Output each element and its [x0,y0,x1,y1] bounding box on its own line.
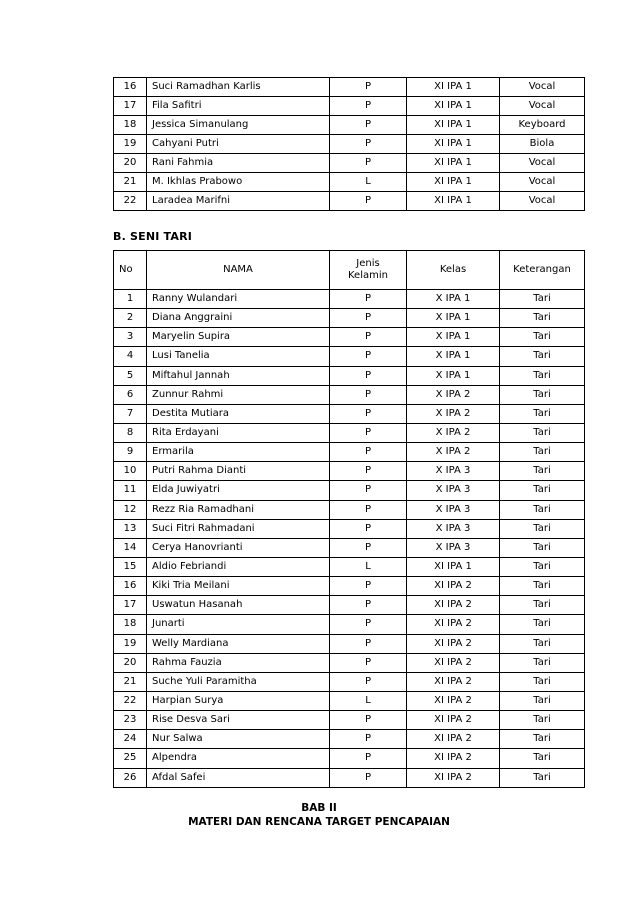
cell-ket: Tari [500,691,585,710]
cell-jk: P [330,423,407,442]
cell-kelas: XI IPA 2 [407,653,500,672]
table-row [114,691,585,710]
cell-ket: Tari [500,423,585,442]
cell-no: 9 [114,443,147,462]
cell-no: 13 [114,519,147,538]
cell-jk: P [330,500,407,519]
cell-nama: Welly Mardiana [147,634,330,653]
cell-no: 10 [114,462,147,481]
cell-kelas: X IPA 3 [407,462,500,481]
cell-ket: Tari [500,538,585,557]
cell-kelas: XI IPA 1 [407,78,500,97]
table-row [114,538,585,557]
section-b-title: B. SENI TARI [113,230,193,243]
cell-jk: P [330,443,407,462]
cell-kelas: X IPA 2 [407,385,500,404]
cell-no: 22 [114,691,147,710]
table-row [114,730,585,749]
dance-table-body [114,290,585,788]
cell-kelas: XI IPA 2 [407,672,500,691]
cell-ket: Tari [500,347,585,366]
cell-ket: Tari [500,290,585,309]
cell-ket: Tari [500,596,585,615]
dance-members-table [113,250,585,788]
cell-jk: P [330,481,407,500]
cell-nama: Uswatun Hasanah [147,596,330,615]
header-jk-line1: Jenis [356,258,380,269]
cell-ket: Vocal [500,78,585,97]
cell-no: 19 [114,634,147,653]
cell-jk: P [330,347,407,366]
cell-kelas: XI IPA 2 [407,768,500,787]
cell-kelas: X IPA 3 [407,500,500,519]
cell-jk: P [330,519,407,538]
cell-kelas: XI IPA 2 [407,577,500,596]
cell-ket: Tari [500,328,585,347]
cell-kelas: XI IPA 1 [407,192,500,211]
cell-no: 16 [114,577,147,596]
cell-nama: Rani Fahmia [147,154,330,173]
cell-ket: Tari [500,404,585,423]
table-row [114,749,585,768]
cell-kelas: X IPA 2 [407,423,500,442]
cell-no: 17 [114,596,147,615]
table-row [114,173,585,192]
cell-ket: Tari [500,462,585,481]
cell-nama: Aldio Febriandi [147,557,330,576]
cell-jk: P [330,749,407,768]
cell-no: 2 [114,309,147,328]
cell-kelas: XI IPA 2 [407,749,500,768]
cell-jk: P [330,615,407,634]
cell-nama: Elda Juwiyatri [147,481,330,500]
cell-no: 4 [114,347,147,366]
table-row [114,596,585,615]
cell-ket: Vocal [500,192,585,211]
cell-jk: P [330,385,407,404]
cell-ket: Tari [500,500,585,519]
cell-nama: Rahma Fauzia [147,653,330,672]
cell-ket: Tari [500,730,585,749]
cell-no: 6 [114,385,147,404]
cell-ket: Tari [500,615,585,634]
cell-nama: Junarti [147,615,330,634]
table-row [114,711,585,730]
cell-nama: Suci Fitri Rahmadani [147,519,330,538]
cell-jk: P [330,596,407,615]
cell-nama: Kiki Tria Meilani [147,577,330,596]
header-keterangan: Keterangan [500,251,585,290]
cell-no: 24 [114,730,147,749]
cell-nama: Rise Desva Sari [147,711,330,730]
cell-jk: P [330,290,407,309]
cell-ket: Tari [500,309,585,328]
header-jenis-kelamin [330,251,407,290]
table-row [114,404,585,423]
chapter-subtitle: MATERI DAN RENCANA TARGET PENCAPAIAN [188,816,450,828]
cell-no: 21 [114,173,147,192]
cell-kelas: XI IPA 1 [407,116,500,135]
cell-no: 15 [114,557,147,576]
cell-no: 20 [114,653,147,672]
cell-nama: Cahyani Putri [147,135,330,154]
cell-no: 19 [114,135,147,154]
cell-nama: Harpian Surya [147,691,330,710]
cell-kelas: X IPA 3 [407,481,500,500]
cell-kelas: X IPA 3 [407,538,500,557]
cell-kelas: XI IPA 1 [407,173,500,192]
cell-ket: Vocal [500,173,585,192]
table-row [114,443,585,462]
cell-jk: P [330,711,407,730]
cell-no: 18 [114,615,147,634]
cell-ket: Keyboard [500,116,585,135]
table-row [114,290,585,309]
cell-no: 25 [114,749,147,768]
cell-jk: P [330,768,407,787]
cell-kelas: XI IPA 2 [407,691,500,710]
cell-nama: Suci Ramadhan Karlis [147,78,330,97]
cell-kelas: XI IPA 1 [407,135,500,154]
table-row [114,135,585,154]
cell-nama: Diana Anggraini [147,309,330,328]
cell-ket: Tari [500,481,585,500]
cell-ket: Tari [500,557,585,576]
cell-kelas: X IPA 1 [407,290,500,309]
cell-ket: Tari [500,653,585,672]
cell-nama: Miftahul Jannah [147,366,330,385]
cell-ket: Tari [500,519,585,538]
table-row [114,423,585,442]
cell-kelas: X IPA 1 [407,328,500,347]
cell-nama: Lusi Tanelia [147,347,330,366]
cell-nama: Jessica Simanulang [147,116,330,135]
cell-nama: Fila Safitri [147,97,330,116]
cell-no: 1 [114,290,147,309]
table-row [114,634,585,653]
cell-ket: Vocal [500,154,585,173]
table-row [114,557,585,576]
table-row [114,481,585,500]
cell-nama: Suche Yuli Paramitha [147,672,330,691]
cell-kelas: X IPA 1 [407,347,500,366]
table-row [114,653,585,672]
cell-no: 17 [114,97,147,116]
vocal-table-body [114,78,585,211]
table-row [114,78,585,97]
cell-nama: M. Ikhlas Prabowo [147,173,330,192]
header-kelas: Kelas [407,251,500,290]
cell-ket: Tari [500,366,585,385]
cell-no: 23 [114,711,147,730]
cell-nama: Rezz Ria Ramadhani [147,500,330,519]
cell-nama: Ermarila [147,443,330,462]
cell-kelas: X IPA 2 [407,404,500,423]
cell-no: 3 [114,328,147,347]
cell-jk: P [330,634,407,653]
cell-nama: Putri Rahma Dianti [147,462,330,481]
cell-ket: Tari [500,577,585,596]
cell-jk: P [330,154,407,173]
cell-jk: L [330,557,407,576]
header-no: No [114,251,147,290]
cell-nama: Ranny Wulandari [147,290,330,309]
table-row [114,328,585,347]
cell-kelas: X IPA 2 [407,443,500,462]
cell-ket: Tari [500,385,585,404]
cell-kelas: XI IPA 2 [407,634,500,653]
cell-kelas: XI IPA 1 [407,97,500,116]
cell-jk: P [330,366,407,385]
cell-kelas: XI IPA 1 [407,557,500,576]
cell-no: 26 [114,768,147,787]
table-row [114,347,585,366]
cell-jk: P [330,577,407,596]
cell-kelas: XI IPA 1 [407,154,500,173]
table-row [114,385,585,404]
cell-nama: Laradea Marifni [147,192,330,211]
cell-nama: Rita Erdayani [147,423,330,442]
cell-no: 21 [114,672,147,691]
cell-ket: Tari [500,634,585,653]
cell-jk: P [330,462,407,481]
header-jk-line2: Kelamin [348,270,388,281]
cell-nama: Destita Mutiara [147,404,330,423]
cell-jk: P [330,309,407,328]
cell-no: 8 [114,423,147,442]
table-row [114,462,585,481]
cell-kelas: X IPA 1 [407,309,500,328]
cell-no: 16 [114,78,147,97]
cell-jk: P [330,328,407,347]
table-row [114,519,585,538]
table-row [114,500,585,519]
cell-jk: P [330,135,407,154]
table-row [114,309,585,328]
chapter-title: BAB II [301,802,337,814]
cell-kelas: X IPA 3 [407,519,500,538]
cell-jk: P [330,653,407,672]
cell-kelas: XI IPA 2 [407,615,500,634]
cell-no: 12 [114,500,147,519]
cell-no: 18 [114,116,147,135]
header-nama: NAMA [147,251,330,290]
cell-nama: Maryelin Supira [147,328,330,347]
table-row [114,672,585,691]
cell-ket: Biola [500,135,585,154]
cell-jk: L [330,691,407,710]
table-row [114,366,585,385]
cell-jk: L [330,173,407,192]
cell-jk: P [330,97,407,116]
cell-no: 11 [114,481,147,500]
cell-nama: Zunnur Rahmi [147,385,330,404]
cell-jk: P [330,192,407,211]
cell-ket: Tari [500,443,585,462]
cell-ket: Tari [500,711,585,730]
cell-no: 7 [114,404,147,423]
cell-jk: P [330,730,407,749]
cell-jk: P [330,78,407,97]
cell-kelas: X IPA 1 [407,366,500,385]
cell-nama: Afdal Safei [147,768,330,787]
table-row [114,116,585,135]
cell-jk: P [330,404,407,423]
table-row [114,97,585,116]
cell-jk: P [330,538,407,557]
cell-ket: Tari [500,672,585,691]
cell-jk: P [330,116,407,135]
table-row [114,615,585,634]
vocal-members-table [113,77,585,211]
table-header-row [114,251,585,290]
cell-nama: Alpendra [147,749,330,768]
cell-jk: P [330,672,407,691]
cell-kelas: XI IPA 2 [407,730,500,749]
cell-ket: Tari [500,768,585,787]
cell-nama: Nur Salwa [147,730,330,749]
cell-no: 20 [114,154,147,173]
cell-ket: Tari [500,749,585,768]
cell-ket: Vocal [500,97,585,116]
cell-no: 5 [114,366,147,385]
table-row [114,577,585,596]
table-row [114,768,585,787]
table-row [114,192,585,211]
cell-no: 22 [114,192,147,211]
cell-no: 14 [114,538,147,557]
table-row [114,154,585,173]
cell-kelas: XI IPA 2 [407,711,500,730]
cell-nama: Cerya Hanovrianti [147,538,330,557]
cell-kelas: XI IPA 2 [407,596,500,615]
